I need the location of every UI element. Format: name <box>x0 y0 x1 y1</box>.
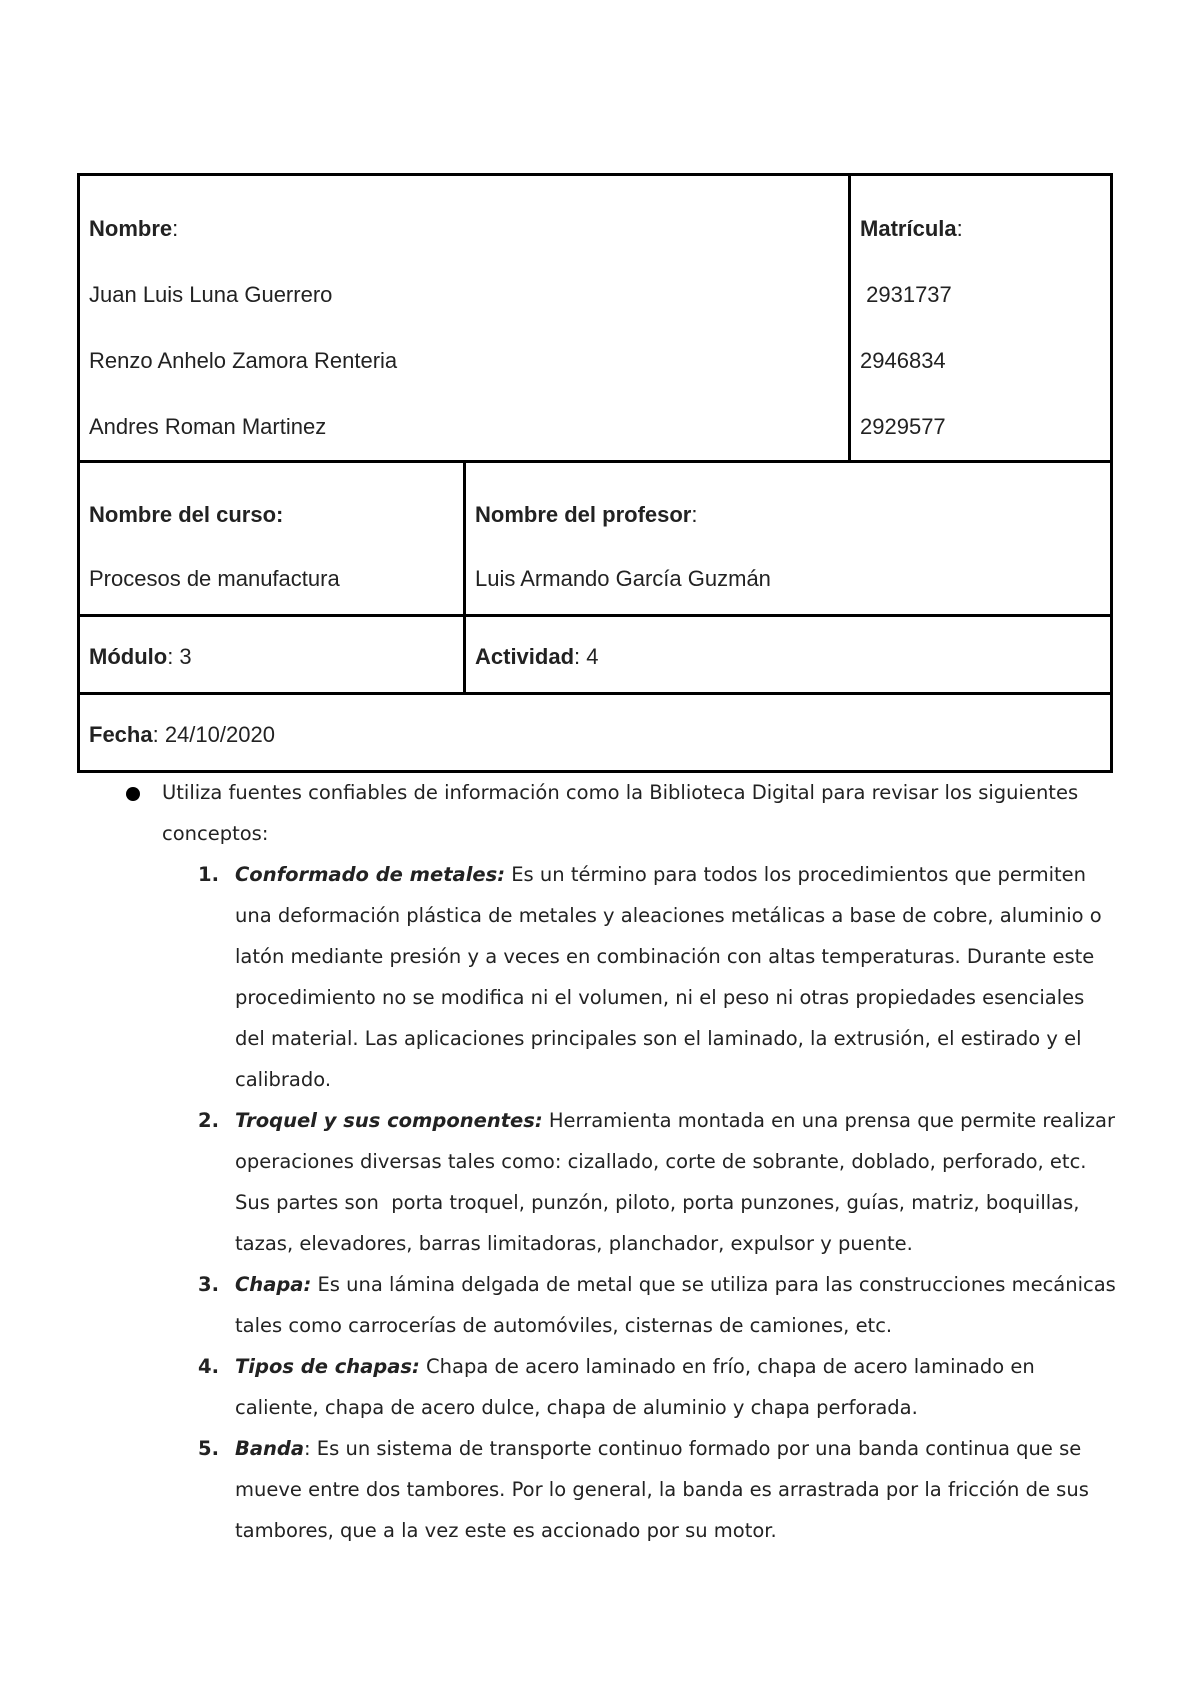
concepts-list <box>0 854 1200 1551</box>
actividad-label: Actividad <box>475 644 575 669</box>
concept-text: Es una lámina delgada de metal que se utiliza para las construcciones mecánicas tales como carrocerías de automóviles, cisternas de camiones, etc. <box>235 1273 1116 1337</box>
actividad-cell <box>465 616 1112 694</box>
modulo-label: Módulo <box>89 644 168 669</box>
concept-term: Chapa: <box>235 1273 312 1296</box>
modulo-line <box>89 621 463 692</box>
matricula-label-line: Matrícula: <box>860 216 963 241</box>
member-name: Andres Roman Martinez <box>89 414 327 439</box>
item-number: 2. <box>198 1109 219 1132</box>
concept-item <box>0 854 1120 1100</box>
concept-term: Banda <box>235 1437 305 1460</box>
bullet-icon <box>126 787 140 801</box>
member-id: 2929577 <box>860 414 946 439</box>
concept-text: : Es un sistema de transporte continuo formado por una banda continua que se mueve entre dos tambores. Por lo general, la banda es arrastrada por la fricción de sus tambores, que a la vez este es accionado por su motor. <box>235 1437 1089 1542</box>
member-name: Juan Luis Luna Guerrero <box>89 282 333 307</box>
profesor-value: Luis Armando García Guzmán <box>475 566 771 591</box>
instructions-section <box>0 772 1200 1551</box>
item-number: 3. <box>198 1273 219 1296</box>
fecha-label: Fecha <box>89 722 153 747</box>
nombre-label-line: Nombre: <box>89 216 179 241</box>
curso-label-line <box>89 483 463 547</box>
bullet-text: Utiliza fuentes confiables de información como la Biblioteca Digital para revisar los siguientes conceptos: <box>162 781 1079 845</box>
concept-text: Herramienta montada en una prensa que permite realizar operaciones diversas tales como: cizallado, corte de sobrante, doblado, perforado, etc. Sus partes son porta troquel, punzón, piloto, porta punzones, guías, matriz, boquillas, tazas, elevadores, barras limitadoras, planchador, expulsor y puente. <box>235 1109 1122 1255</box>
nombre-label: Nombre <box>89 216 173 241</box>
names-cell <box>79 175 850 462</box>
curso-cell <box>79 462 465 616</box>
member-id: 2946834 <box>860 348 946 373</box>
profesor-label: Nombre del profesor <box>475 502 692 527</box>
concept-text: Chapa de acero laminado en frío, chapa de acero laminado en caliente, chapa de acero dulce, chapa de aluminio y chapa perforada. <box>235 1355 1035 1419</box>
header-table <box>77 173 1113 773</box>
concept-item <box>0 1428 1120 1551</box>
fecha-cell <box>79 694 1112 772</box>
fecha-value: : 24/10/2020 <box>152 722 275 747</box>
actividad-value: : 4 <box>574 644 599 669</box>
profesor-label-line: Nombre del profesor: <box>475 502 698 527</box>
concept-item <box>0 1264 1120 1346</box>
matricula-label: Matrícula <box>860 216 957 241</box>
curso-value: Procesos de manufactura <box>89 566 340 591</box>
curso-label: Nombre del curso: <box>89 502 284 527</box>
item-number: 1. <box>198 863 219 886</box>
fecha-line <box>89 699 1110 770</box>
profesor-cell <box>465 462 1112 616</box>
concept-text: Es un término para todos los procedimientos que permiten una deformación plástica de metales y aleaciones metálicas a base de cobre, aluminio o latón mediante presión y a veces en combinación con altas temperaturas. Durante este procedimiento no se modifica ni el volumen, ni el peso ni otras propiedades esenciales del material. Las aplicaciones principales son el laminado, la extrusión, el estirado y el calibrado. <box>235 863 1102 1091</box>
modulo-value: : 3 <box>167 644 192 669</box>
member-name: Renzo Anhelo Zamora Renteria <box>89 348 398 373</box>
concept-term: Conformado de metales: <box>235 863 506 886</box>
modulo-cell <box>79 616 465 694</box>
item-number: 5. <box>198 1437 219 1460</box>
concept-item <box>0 1100 1120 1264</box>
actividad-line <box>475 621 1110 692</box>
concept-item <box>0 1346 1120 1428</box>
member-id: 2931737 <box>860 282 952 307</box>
concept-term: Tipos de chapas: <box>235 1355 420 1378</box>
concept-term: Troquel y sus componentes: <box>235 1109 543 1132</box>
item-number: 4. <box>198 1355 219 1378</box>
bullet-item <box>0 772 1092 854</box>
matricula-cell <box>850 175 1112 462</box>
